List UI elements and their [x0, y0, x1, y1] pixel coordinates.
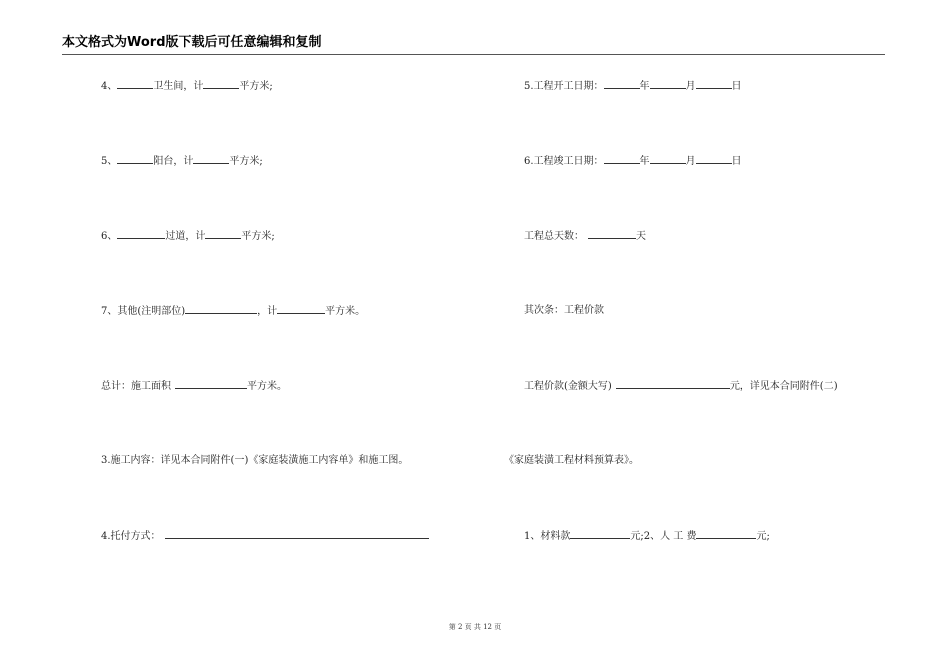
balcony-unit: 平方米;: [229, 156, 263, 167]
clause-heading: 其次条：工程价款: [524, 305, 604, 316]
corridor-name-blank: [117, 229, 165, 239]
start-day-unit: 日: [731, 81, 742, 92]
corridor-label: 过道，计: [165, 231, 206, 242]
balcony-area-line: [101, 154, 263, 169]
budget-table-text: 《家庭装潢工程材料预算表》。: [504, 455, 639, 466]
total-area-blank: [175, 379, 247, 389]
other-mid: ，计: [257, 306, 278, 317]
toilet-unit: 平方米;: [239, 81, 273, 92]
material-fee-unit: 元;: [630, 531, 644, 542]
page-number-footer: 第 2 页 共 12 页: [448, 623, 502, 631]
total-days-line: [524, 229, 646, 244]
balcony-name-blank: [117, 154, 153, 164]
labor-fee-unit: 元;: [756, 531, 770, 542]
budget-table-line: [504, 454, 639, 468]
payment-method-line: [101, 529, 429, 544]
finish-month-blank: [650, 154, 686, 164]
other-part-blank: [185, 304, 257, 314]
construction-content-text: 3.施工内容：详见本合同附件(一)《家庭装潢施工内容单》和施工图。: [101, 455, 409, 466]
contract-price-suffix: 元，详见本合同附件(二): [729, 381, 838, 392]
total-label: 总计：施工面积: [101, 381, 171, 392]
start-date-label: 5.工程开工日期：: [524, 81, 604, 92]
finish-date-label: 6.工程竣工日期：: [524, 156, 604, 167]
start-year-unit: 年: [639, 81, 650, 92]
material-fee-blank: [570, 529, 630, 539]
contract-price-label: 工程价款(金额大写): [524, 381, 612, 392]
finish-year-unit: 年: [639, 156, 650, 167]
start-date-line: [524, 79, 742, 94]
balcony-area-blank: [193, 154, 229, 164]
total-area-line: [101, 379, 287, 394]
start-month-unit: 月: [685, 81, 696, 92]
clause-heading-line: [524, 304, 604, 318]
total-unit: 平方米。: [247, 381, 287, 392]
corridor-prefix: 6、: [101, 231, 118, 242]
header-title: 本文格式为Word版下载后可任意编辑和复制: [62, 35, 322, 50]
toilet-prefix: 4、: [101, 81, 118, 92]
toilet-name-blank: [117, 79, 153, 89]
finish-month-unit: 月: [685, 156, 696, 167]
payment-method-blank: [165, 529, 429, 539]
page-header: [62, 34, 885, 55]
finish-day-unit: 日: [731, 156, 742, 167]
other-area-blank: [277, 304, 325, 314]
contract-price-line: [524, 379, 838, 394]
construction-content-line: [101, 454, 408, 468]
material-fee-label: 1、材料款: [524, 531, 571, 542]
balcony-label: 阳台，计: [153, 156, 194, 167]
toilet-area-blank: [203, 79, 239, 89]
finish-date-line: [524, 154, 742, 169]
start-month-blank: [650, 79, 686, 89]
start-day-blank: [696, 79, 732, 89]
other-unit: 平方米。: [325, 306, 366, 317]
total-days-label: 工程总天数：: [524, 231, 584, 242]
corridor-area-blank: [205, 229, 241, 239]
other-label: 7、其他(注明部位): [101, 306, 186, 317]
finish-day-blank: [696, 154, 732, 164]
contract-price-blank: [616, 379, 730, 389]
total-days-unit: 天: [636, 231, 646, 242]
balcony-prefix: 5、: [101, 156, 118, 167]
finish-year-blank: [604, 154, 640, 164]
toilet-area-line: [101, 79, 273, 94]
fees-line: [524, 529, 770, 544]
corridor-unit: 平方米;: [241, 231, 275, 242]
total-days-blank: [588, 229, 636, 239]
toilet-label: 卫生间，计: [153, 81, 204, 92]
payment-method-label: 4.托付方式：: [101, 531, 161, 542]
labor-fee-label: 2、人 工 费: [643, 531, 697, 542]
labor-fee-blank: [696, 529, 756, 539]
corridor-area-line: [101, 229, 275, 244]
start-year-blank: [604, 79, 640, 89]
other-area-line: [101, 304, 365, 319]
